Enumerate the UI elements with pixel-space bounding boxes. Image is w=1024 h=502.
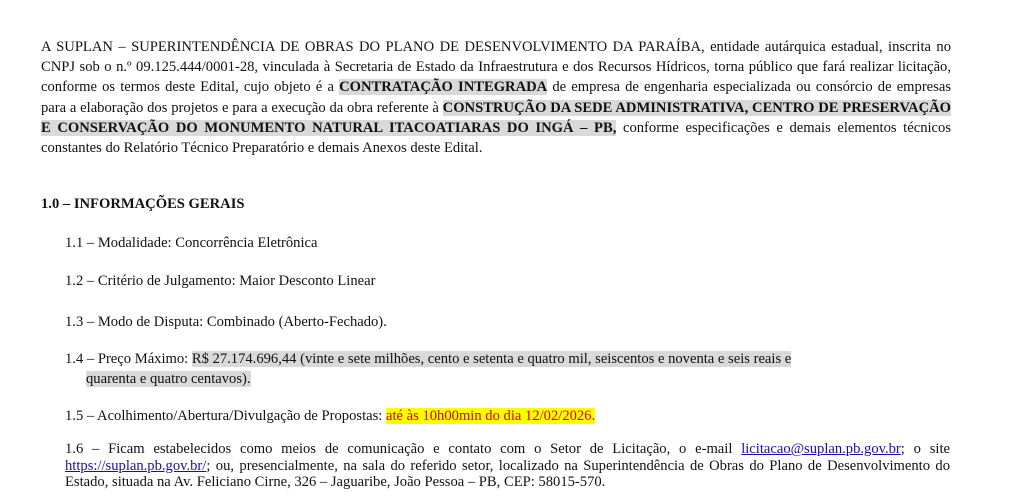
max-price-highlight-cont: quarenta e quatro centavos). [86, 371, 251, 387]
deadline-highlight: até às 10h00min do dia 12/02/2026. [386, 408, 596, 424]
contratacao-integrada-highlight: CONTRATAÇÃO INTEGRADA [339, 79, 548, 96]
intro-paragraph [41, 37, 951, 158]
item-1-1: 1.1 – Modalidade: Concorrência Eletrônica [65, 235, 318, 251]
item-1-4 [65, 349, 945, 389]
email-link[interactable]: licitacao@suplan.pb.gov.br [741, 441, 901, 457]
intro-text-3: conforme especificações e demais elementos técnicos constantes do Relatório Técnico Preparatório e demais Anexos deste Edital. [41, 119, 951, 157]
max-price-highlight: R$ 27.174.696,44 (vinte e sete milhões, cento e setenta e quatro mil, seiscentos e noventa e seis reais e [191, 351, 792, 367]
object-highlight: CONSTRUÇÃO DA SEDE ADMINISTRATIVA, CENTRO DE PRESERVAÇÃO E CONSERVAÇÃO DO MONUMENTO NATURAL ITACOATIARAS DO INGÁ – PB, [41, 99, 951, 136]
intro-text-2: de empresa de engenharia especializada ou consórcio de empresas para a elaboração dos projetos e para a execução da obra referente à [41, 79, 951, 116]
section-heading: 1.0 – INFORMAÇÕES GERAIS [41, 196, 245, 212]
item-1-5-label: 1.5 – Acolhimento/Abertura/Divulgação de Propostas: [65, 408, 386, 424]
intro-text-1: A SUPLAN – SUPERINTENDÊNCIA DE OBRAS DO PLANO DE DESENVOLVIMENTO DA PARAÍBA, entidade autárquica estadual, inscrita no CNPJ sob o n.º 09.125.444/0001-28, vinculada à Secretaria de Estado da Infraestrutura e dos Recursos Hídricos, torna público que fará realizar licitação, conforme os termos deste Edital, cujo objeto é a [41, 39, 951, 96]
item-1-6-text-b: ; o site [900, 441, 950, 457]
item-1-6 [65, 441, 950, 491]
item-1-5 [65, 406, 595, 426]
item-1-6-text-a: 1.6 – Ficam estabelecidos como meios de comunicação e contato com o Setor de Licitação, o e-mail [65, 441, 742, 457]
item-1-6-text-c: ; ou, presencialmente, na sala do referido setor, localizado na Superintendência de Obras do Plano de Desenvolvimento do Estado, situada na Av. Feliciano Cirne, 326 – Jaguaribe, João Pessoa – PB, CEP: 58015-570. [65, 457, 950, 490]
item-1-3: 1.3 – Modo de Disputa: Combinado (Aberto-Fechado). [65, 314, 387, 330]
item-1-2: 1.2 – Critério de Julgamento: Maior Desconto Linear [65, 273, 376, 289]
site-link[interactable]: https://suplan.pb.gov.br/ [65, 457, 207, 474]
item-1-4-label: 1.4 – Preço Máximo: [65, 351, 192, 367]
